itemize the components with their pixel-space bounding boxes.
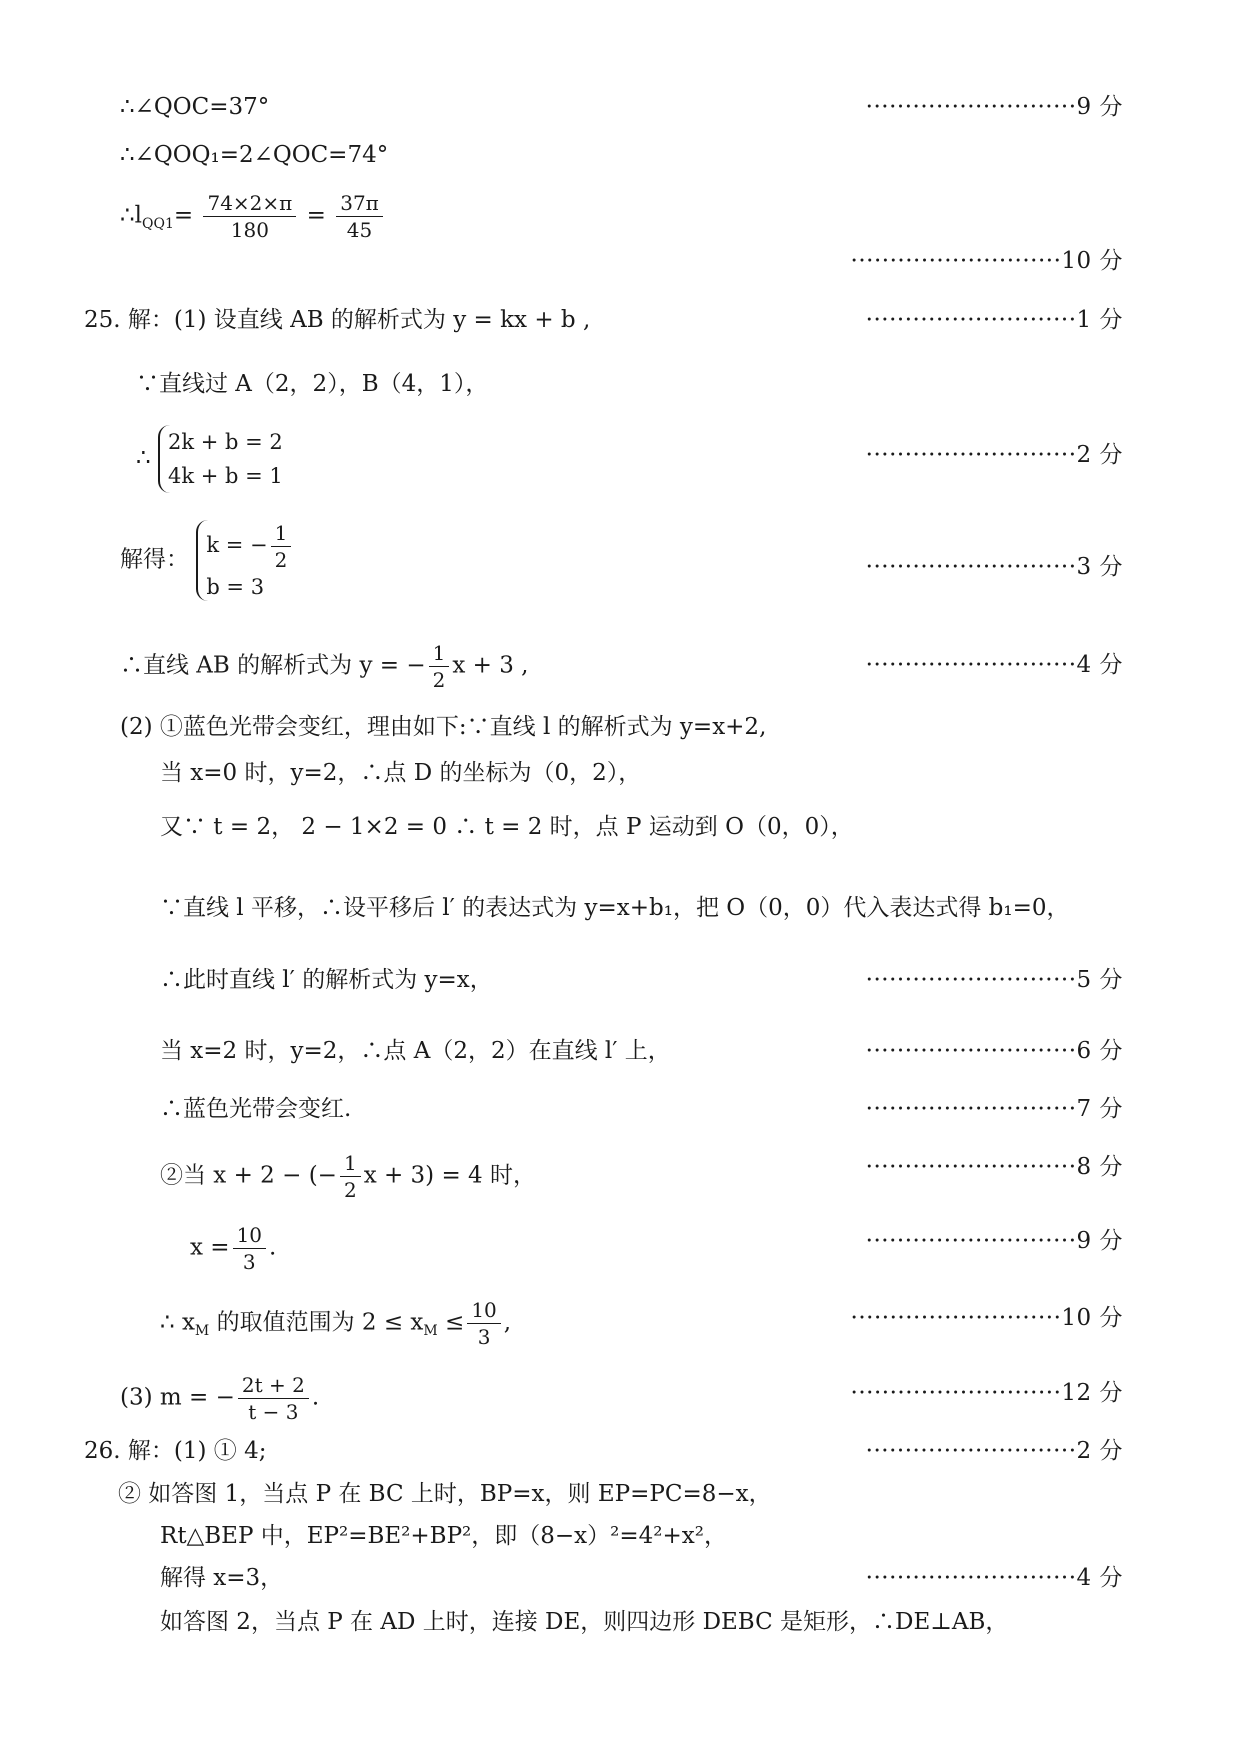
range-pre: ∴ x	[160, 1309, 195, 1336]
line-point-p: 又∵ t = 2， 2 − 1×2 = 0 ∴ t = 2 时，点 P 运动到 O（0，0），	[160, 814, 854, 840]
score-4-b: ···························4 分	[865, 1565, 1123, 1591]
line-l-prime: ∴此时直线 l′ 的解析式为 y=x，	[160, 967, 493, 993]
equation-system	[158, 425, 283, 493]
arc-den-1: 180	[230, 218, 269, 242]
score-10: ···························10 分	[850, 248, 1123, 274]
range-num: 10	[467, 1297, 500, 1324]
system-eq-1: 2k + b = 2	[167, 430, 283, 454]
score-10-b: ···························10 分	[850, 1305, 1123, 1331]
system-therefore: ∴	[136, 445, 151, 471]
ab-expr-num: 1	[429, 640, 450, 667]
line-translate: ∵直线 l 平移，∴设平移后 l′ 的表达式为 y=x+b₁，把 O（0，0）代入表达式得 b₁=0，	[160, 895, 1070, 921]
line-solve-x: 解得 x=3，	[160, 1565, 284, 1591]
range-sub: M	[194, 1323, 210, 1340]
score-12: ···························12 分	[850, 1380, 1123, 1406]
condition-den: 2	[343, 1178, 357, 1202]
condition-num: 1	[340, 1150, 361, 1177]
arc-den-2: 45	[346, 218, 373, 242]
range-mid: 的取值范围为 2 ≤ x	[209, 1309, 424, 1336]
line-angle-qoc: ∴∠QOC=37°	[120, 94, 270, 120]
solution-k-den: 2	[274, 548, 288, 572]
system-eq-2: 4k + b = 1	[167, 464, 283, 488]
arc-eq-2: =	[306, 202, 326, 229]
x-value-num: 10	[233, 1222, 266, 1249]
range-fraction	[467, 1297, 500, 1350]
score-6: ···························6 分	[865, 1038, 1123, 1064]
line-pythagoras: Rt△BEP 中，EP²=BE²+BP²，即（8−x）²=4²+x²，	[160, 1523, 727, 1549]
part3-post: .	[311, 1384, 320, 1411]
solution-b: b = 3	[206, 575, 265, 599]
score-9: ···························9 分	[865, 94, 1123, 120]
line-range	[160, 1297, 511, 1350]
condition-pre: ②当 x + 2 − (−	[160, 1162, 337, 1189]
line-part2-reason: (2) ①蓝色光带会变红，理由如下:∵直线 l 的解析式为 y=x+2,	[120, 714, 767, 740]
solution-k-text: k = −	[206, 533, 268, 557]
ab-expr-post: x + 3 ,	[452, 652, 529, 679]
score-5: ···························5 分	[865, 967, 1123, 993]
line-fig1: ② 如答图 1，当点 P 在 BC 上时，BP=x，则 EP=PC=8−x，	[118, 1481, 772, 1507]
line-part3	[120, 1372, 319, 1425]
score-2-b: ···························2 分	[865, 1438, 1123, 1464]
x-value-post: .	[269, 1234, 277, 1261]
arc-fraction-1	[203, 190, 296, 243]
line-arc-length	[120, 190, 386, 243]
solution-k-fraction	[271, 520, 292, 573]
x-value-fraction	[233, 1222, 266, 1275]
line-ab-expression	[120, 640, 528, 693]
part3-fraction	[238, 1372, 309, 1425]
condition-fraction	[340, 1150, 361, 1203]
x-value-pre: x =	[190, 1234, 230, 1261]
question-26-heading: 26. 解：(1) ① 4;	[84, 1438, 267, 1464]
line-fig2: 如答图 2，当点 P 在 AD 上时，连接 DE，则四边形 DEBC 是矩形，∴DE⊥AB，	[160, 1609, 1009, 1635]
solution-k	[206, 520, 294, 573]
part3-num: 2t + 2	[238, 1372, 309, 1399]
solution-system	[196, 520, 294, 601]
question-25-heading: 25. 解：(1) 设直线 AB 的解析式为 y = kx + b ,	[84, 307, 591, 333]
ab-expr-den: 2	[432, 668, 446, 692]
score-2: ···························2 分	[865, 442, 1123, 468]
range-le: ≤	[437, 1309, 465, 1336]
arc-fraction-2	[336, 190, 383, 243]
line-condition	[160, 1150, 536, 1203]
score-4: ···························4 分	[865, 652, 1123, 678]
line-turns-red: ∴蓝色光带会变红.	[160, 1096, 352, 1122]
range-den: 3	[477, 1325, 491, 1349]
line-points-ab: ∵直线过 A（2，2），B（4，1），	[136, 371, 489, 397]
line-angle-qoq1: ∴∠QOQ₁=2∠QOC=74°	[120, 142, 389, 168]
solution-label: 解得：	[120, 546, 189, 573]
ab-expr-fraction	[429, 640, 450, 693]
line-system	[136, 425, 283, 493]
arc-sub: QQ1	[142, 216, 174, 233]
condition-post: x + 3) = 4 时，	[363, 1162, 536, 1189]
line-point-d: 当 x=0 时，y=2，∴点 D 的坐标为（0，2），	[160, 760, 642, 786]
arc-prefix: ∴l	[120, 202, 142, 229]
score-7: ···························7 分	[865, 1096, 1123, 1122]
x-value-den: 3	[242, 1250, 256, 1274]
score-8: ···························8 分	[865, 1154, 1123, 1180]
part3-pre: (3) m = −	[120, 1384, 235, 1411]
arc-num-1: 74×2×π	[203, 190, 296, 217]
line-solution	[120, 520, 294, 601]
ab-expr-pre: ∴直线 AB 的解析式为 y = −	[120, 652, 426, 679]
range-post: ,	[503, 1309, 512, 1336]
score-1: ···························1 分	[865, 307, 1123, 333]
arc-num-2: 37π	[336, 190, 383, 217]
line-x-value	[190, 1222, 276, 1275]
part3-den: t − 3	[248, 1400, 299, 1424]
score-9-b: ···························9 分	[865, 1228, 1123, 1254]
range-sub-2: M	[423, 1323, 438, 1340]
arc-eq: =	[173, 202, 194, 229]
solution-k-num: 1	[271, 520, 292, 547]
line-a-on-l-prime: 当 x=2 时，y=2，∴点 A（2，2）在直线 l′ 上，	[160, 1038, 671, 1064]
score-3: ···························3 分	[865, 554, 1123, 580]
